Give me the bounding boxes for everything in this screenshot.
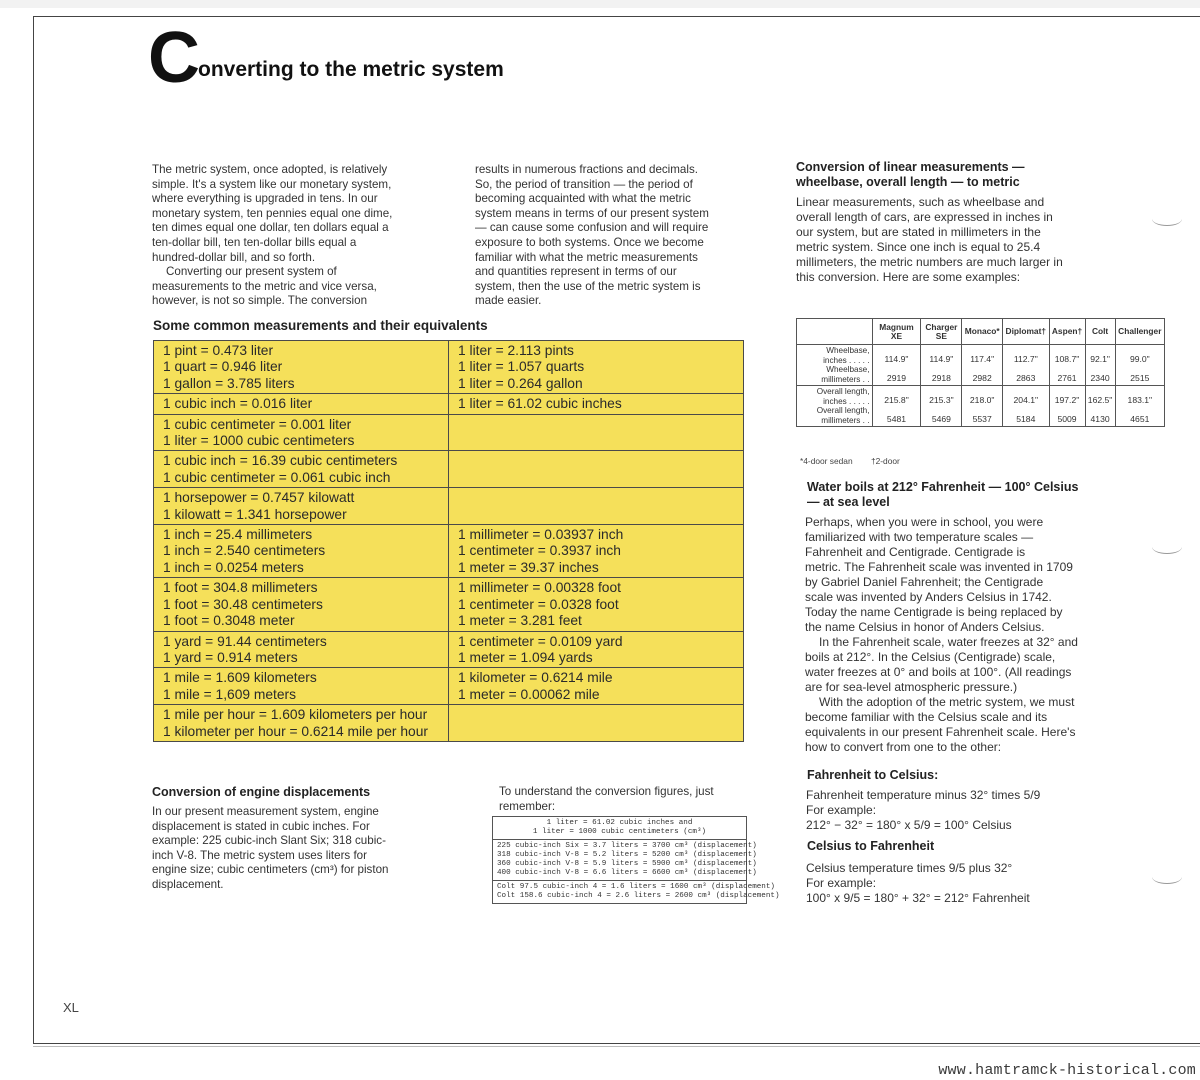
box-line: 1 liter = 61.02 cubic inches and <box>546 819 693 827</box>
equivalence-text: 1 meter = 1.094 yards <box>458 649 593 665</box>
cell-inches: 114.9" <box>929 354 954 364</box>
water-text <box>805 515 1135 755</box>
equivalence-text: 1 centimeter = 0.0109 yard <box>458 633 623 649</box>
text-line: displacement is stated in cubic inches. For <box>152 819 370 833</box>
equivalence-text: 1 meter = 3.281 feet <box>458 613 582 629</box>
text-line: Converting our present system of <box>166 265 337 279</box>
heading-line: — at sea level <box>807 495 890 509</box>
equivalents-row <box>154 631 744 668</box>
text-line: metric. The Fahrenheit scale was invented in 1709 <box>805 560 1073 574</box>
cell-inches: 218.0" <box>969 395 995 405</box>
title-text: onverting to the metric system <box>198 58 504 81</box>
binder-hole <box>1152 540 1182 554</box>
table-cell <box>962 345 1003 386</box>
c-to-f-heading: Celsius to Fahrenheit <box>807 839 935 853</box>
label-line: Wheelbase, <box>826 365 870 374</box>
col-header-challenger: Challenger <box>1115 319 1164 345</box>
equivalence-text: 1 kilowatt = 1.341 horsepower <box>163 506 347 522</box>
table-cell <box>1049 386 1085 427</box>
equivalence-text: 1 yard = 0.914 meters <box>163 649 298 665</box>
table-cell <box>1003 345 1049 386</box>
displacement-box <box>492 816 780 904</box>
equivalence-text: 1 cubic centimeter = 0.061 cubic inch <box>163 469 391 485</box>
equivalence-text: 1 liter = 1000 cubic centimeters <box>163 433 355 449</box>
box-line: 400 cubic-inch V-8 = 6.6 liters = 6600 cm³ (displacement) <box>497 869 757 877</box>
row-label <box>797 386 873 427</box>
equivalents-row <box>154 341 744 394</box>
label-line: millimeters . . <box>821 374 870 384</box>
cell-mm: 5009 <box>1057 414 1077 424</box>
bottom-rule <box>33 1046 1200 1047</box>
text-line: Celsius temperature times 9/5 plus 32° <box>806 861 1013 875</box>
col-header-blank <box>797 319 873 345</box>
text-line: scale was invented by Anders Celsius in 1742. <box>805 590 1052 604</box>
equivalents-cell-left <box>154 451 449 488</box>
label-line: inches . . . . . <box>823 355 870 365</box>
equivalents-cell-left <box>154 631 449 668</box>
table-cell <box>921 345 962 386</box>
page-number: XL <box>63 1000 79 1015</box>
table-cell <box>1049 345 1085 386</box>
engine-text <box>152 805 452 893</box>
text-line: boils at 212°. In the Celsius (Centigrade) scale, <box>805 650 1056 664</box>
table-row-overall-length <box>797 386 1165 427</box>
text-line: Today the name Centigrade is being replaced by <box>805 605 1063 619</box>
table-cell <box>1115 345 1164 386</box>
text-line: exposure to both systems. Once we become <box>475 235 704 249</box>
box-line: 225 cubic-inch Six = 3.7 liters = 3700 cm³ (displacement) <box>497 842 757 850</box>
text-line: simple. It's a system like our monetary system, <box>152 177 392 191</box>
heading-line: wheelbase, overall length — to metric <box>796 175 1020 189</box>
equivalence-text: 1 liter = 1.057 quarts <box>458 359 585 375</box>
text-line: overall length of cars, are expressed in inches in <box>796 210 1053 224</box>
cell-mm: 2982 <box>972 373 992 383</box>
box-line: 360 cubic-inch V-8 = 5.9 liters = 5900 cm³ (displacement) <box>497 860 757 868</box>
equivalence-text: 1 foot = 0.3048 meter <box>163 613 295 629</box>
equivalents-cell-right <box>449 394 744 414</box>
cell-mm: 2761 <box>1057 373 1077 383</box>
text-line: familiar with what the metric measurements <box>475 250 698 264</box>
equivalence-text: 1 kilometer per hour = 0.6214 mile per hour <box>163 723 428 739</box>
label-line: Overall length, <box>816 387 870 396</box>
water-heading <box>807 480 1127 510</box>
cell-mm: 5469 <box>931 414 951 424</box>
equivalence-text: 1 cubic inch = 16.39 cubic centimeters <box>163 453 398 469</box>
table-cell <box>1003 386 1049 427</box>
text-line: become familiar with the Celsius scale and its <box>805 710 1048 724</box>
equivalence-text: 1 mile = 1.609 kilometers <box>163 670 317 686</box>
text-line: In our present measurement system, engine <box>152 805 379 818</box>
linear-heading <box>796 160 1096 190</box>
cell-mm: 4651 <box>1130 414 1150 424</box>
equivalence-text: 1 cubic inch = 0.016 liter <box>163 396 313 412</box>
cell-inches: 197.2" <box>1054 395 1080 405</box>
box-line: Colt 97.5 cubic-inch 4 = 1.6 liters = 1600 cm³ (displacement) <box>497 883 775 891</box>
equivalence-text: 1 pint = 0.473 liter <box>163 343 274 358</box>
text-line: For example: <box>806 876 877 890</box>
remember-text <box>499 785 759 814</box>
text-line: With the adoption of the metric system, we must <box>819 695 1075 709</box>
equivalence-text: 1 liter = 2.113 pints <box>458 343 574 358</box>
equivalents-row <box>154 394 744 414</box>
cell-inches: 215.8" <box>884 395 909 405</box>
binder-hole <box>1152 870 1182 884</box>
displacement-box-engines <box>493 840 757 881</box>
text-line: Perhaps, when you were in school, you were <box>805 515 1044 529</box>
car-table-footnote <box>800 456 916 466</box>
col-header-magnum: Magnum XE <box>872 319 921 345</box>
table-cell <box>872 345 921 386</box>
table-cell <box>962 386 1003 427</box>
col-header-charger: Charger SE <box>921 319 962 345</box>
box-line: 1 liter = 1000 cubic centimeters (cm³) <box>532 828 707 836</box>
table-cell <box>872 386 921 427</box>
f-to-c-text <box>806 788 1126 833</box>
text-line: inch V-8. The metric system uses liters for <box>152 848 367 862</box>
heading-line: Water boils at 212° Fahrenheit — 100° Celsius <box>807 480 1079 494</box>
table-cell <box>921 386 962 427</box>
cell-mm: 2863 <box>1016 373 1036 383</box>
cell-mm: 5481 <box>886 414 907 424</box>
text-line: displacement. <box>152 877 224 891</box>
text-line: millimeters, the metric numbers are much larger in <box>796 255 1063 269</box>
binder-hole <box>1152 212 1182 226</box>
page-title <box>148 18 504 98</box>
equivalents-cell-left <box>154 414 449 451</box>
text-line: In the Fahrenheit scale, water freezes at 32° and <box>819 635 1078 649</box>
footnote-sedan: *4-door sedan <box>800 456 853 466</box>
text-line: engine size; cubic centimeters (cm³) for piston <box>152 863 389 877</box>
text-line: Linear measurements, such as wheelbase and <box>796 195 1045 209</box>
equivalence-text: 1 yard = 91.44 centimeters <box>163 633 327 649</box>
cell-inches: 117.4" <box>970 354 995 364</box>
text-line: made easier. <box>475 294 542 308</box>
text-line: ten dimes equal one dollar, ten dollars equal a <box>152 221 389 235</box>
cell-inches: 215.3" <box>929 395 954 405</box>
intro-column-2 <box>475 163 755 309</box>
text-line: our system, but are stated in millimeters in the <box>796 225 1041 239</box>
text-line: — can cause some confusion and will require <box>475 221 709 235</box>
equivalents-cell-left <box>154 394 449 414</box>
equivalence-text: 1 horsepower = 0.7457 kilowatt <box>163 490 355 506</box>
equivalents-row <box>154 488 744 525</box>
car-dimensions-table <box>796 318 1165 427</box>
equivalence-text: 1 inch = 0.0254 meters <box>163 559 304 575</box>
col-header-monaco: Monaco* <box>962 319 1003 345</box>
text-line: familiarized with two temperature scales — <box>805 530 1034 544</box>
text-line: system means in terms of our present system <box>475 206 709 220</box>
equivalents-cell-right <box>449 525 744 578</box>
row-label <box>797 345 873 386</box>
equivalents-table <box>153 340 744 742</box>
cell-inches: 92.1" <box>1090 354 1110 364</box>
cell-inches: 112.7" <box>1013 354 1038 364</box>
equivalence-text: 1 gallon = 3.785 liters <box>163 375 295 391</box>
label-line: Overall length, <box>816 406 870 415</box>
intro-column-1 <box>152 163 452 309</box>
equivalence-text: 1 centimeter = 0.3937 inch <box>458 543 621 559</box>
text-line: the name Celsius in honor of Anders Celsius. <box>805 620 1045 634</box>
text-line: monetary system, ten pennies equal one dime, <box>152 206 393 220</box>
equivalents-cell-right <box>449 705 744 742</box>
label-line: inches . . . . . <box>823 396 870 406</box>
footnote-2door: †2-door <box>870 456 900 466</box>
equivalents-cell-left <box>154 668 449 705</box>
col-header-aspen: Aspen† <box>1049 319 1085 345</box>
equivalents-cell-right <box>449 631 744 668</box>
text-line: equivalents in our present Fahrenheit scale. Here's <box>805 725 1076 739</box>
equivalents-row <box>154 525 744 578</box>
equivalence-text: 1 quart = 0.946 liter <box>163 359 283 375</box>
table-cell <box>1115 386 1164 427</box>
cell-mm: 2515 <box>1130 373 1150 383</box>
equivalence-text: 1 cubic centimeter = 0.001 liter <box>163 416 352 432</box>
equivalents-cell-right <box>449 341 744 394</box>
equivalence-text: 1 foot = 304.8 millimeters <box>163 580 318 596</box>
cell-mm: 2918 <box>931 373 951 383</box>
watermark-url: www.hamtramck-historical.com <box>938 1062 1196 1079</box>
displacement-box-header <box>493 817 746 840</box>
equivalents-cell-right <box>449 668 744 705</box>
equivalence-text: 1 inch = 25.4 millimeters <box>163 527 313 543</box>
equivalents-cell-right <box>449 414 744 451</box>
equivalents-cell-left <box>154 705 449 742</box>
text-line: metric system. Since one inch is equal to 25.4 <box>796 240 1041 254</box>
equivalents-row <box>154 705 744 742</box>
equivalents-cell-left <box>154 578 449 631</box>
equivalents-cell-left <box>154 525 449 578</box>
equivalence-text: 1 inch = 2.540 centimeters <box>163 543 326 559</box>
table-row-wheelbase <box>797 345 1165 386</box>
text-line: are for sea-level atmospheric pressure.) <box>805 680 1018 694</box>
text-line: this conversion. Here are some examples: <box>796 270 1021 284</box>
text-line: by Gabriel Daniel Fahrenheit; the Centigrade <box>805 575 1044 589</box>
equivalence-text: 1 mile = 1,609 meters <box>163 686 297 702</box>
f-to-c-heading: Fahrenheit to Celsius: <box>807 768 939 782</box>
box-line: Colt 158.6 cubic-inch 4 = 2.6 liters = 2600 cm³ (displacement) <box>497 892 780 900</box>
text-line: hundred-dollar bill, and so forth. <box>152 250 316 264</box>
text-line: To understand the conversion figures, just <box>499 785 714 798</box>
equivalents-cell-left <box>154 341 449 394</box>
text-line: For example: <box>806 803 877 817</box>
text-line: where everything is upgraded in tens. In our <box>152 192 378 206</box>
text-line: remember: <box>499 799 556 813</box>
equivalence-text: 1 liter = 61.02 cubic inches <box>458 396 622 412</box>
text-line: results in numerous fractions and decimals. <box>475 163 698 176</box>
cell-mm: 2919 <box>886 373 907 383</box>
equivalents-title: Some common measurements and their equivalents <box>153 318 488 333</box>
scan-top-strip <box>0 0 1200 8</box>
c-to-f-text <box>806 861 1126 906</box>
box-line: 318 cubic-inch V-8 = 5.2 liters = 5200 cm³ (displacement) <box>497 851 757 859</box>
cell-inches: 99.0" <box>1129 354 1150 364</box>
equivalence-text: 1 meter = 0.00062 mile <box>458 686 600 702</box>
text-line: system, then the use of the metric system is <box>475 279 701 293</box>
text-line: Fahrenheit temperature minus 32° times 5/9 <box>806 788 1041 802</box>
heading-line: Conversion of linear measurements — <box>796 160 1025 174</box>
table-cell <box>1085 386 1115 427</box>
equivalence-text: 1 mile per hour = 1.609 kilometers per hour <box>163 707 428 723</box>
displacement-box-colt <box>493 881 780 903</box>
equivalence-text: 1 meter = 39.37 inches <box>458 559 599 575</box>
text-line: The metric system, once adopted, is relatively <box>152 163 388 176</box>
cell-mm: 5184 <box>1016 414 1036 424</box>
engine-heading: Conversion of engine displacements <box>152 785 371 799</box>
cell-inches: 162.5" <box>1087 395 1113 405</box>
cell-inches: 204.1" <box>1013 395 1039 405</box>
equivalents-cell-right <box>449 578 744 631</box>
title-drop-cap: C <box>148 18 196 98</box>
equivalents-cell-left <box>154 488 449 525</box>
equivalence-text: 1 kilometer = 0.6214 mile <box>458 670 613 686</box>
text-line: 100° x 9/5 = 180° + 32° = 212° Fahrenheit <box>806 891 1030 905</box>
equivalence-text: 1 millimeter = 0.03937 inch <box>458 527 624 543</box>
equivalents-row <box>154 578 744 631</box>
text-line: how to convert from one to the other: <box>805 740 1002 754</box>
equivalence-text: 1 millimeter = 0.00328 foot <box>458 580 621 596</box>
text-line: water freezes at 0° and boils at 100°. (All readings <box>805 665 1072 679</box>
text-line: measurements to the metric and vice versa, <box>152 279 377 293</box>
equivalence-text: 1 liter = 0.264 gallon <box>458 375 583 391</box>
text-line: becoming acquainted with what the metric <box>475 192 691 206</box>
equivalence-text: 1 foot = 30.48 centimeters <box>163 596 323 612</box>
col-header-colt: Colt <box>1085 319 1115 345</box>
equivalents-row <box>154 451 744 488</box>
text-line: ten-dollar bill, ten ten-dollar bills equal a <box>152 235 357 249</box>
cell-inches: 114.9" <box>884 354 909 364</box>
text-line: Fahrenheit and Centigrade. Centigrade is <box>805 545 1026 559</box>
cell-mm: 4130 <box>1090 414 1110 424</box>
equivalents-row <box>154 668 744 705</box>
text-line: and quantities represent in terms of our <box>475 265 677 279</box>
table-cell <box>1085 345 1115 386</box>
cell-inches: 183.1" <box>1127 395 1153 405</box>
linear-text <box>796 195 1116 285</box>
col-header-diplomat: Diplomat† <box>1003 319 1049 345</box>
cell-inches: 108.7" <box>1054 354 1080 364</box>
text-line: So, the period of transition — the period of <box>475 177 693 191</box>
equivalents-cell-right <box>449 451 744 488</box>
equivalence-text: 1 centimeter = 0.0328 foot <box>458 596 619 612</box>
cell-mm: 2340 <box>1090 373 1110 383</box>
text-line: example: 225 cubic-inch Slant Six; 318 cubic- <box>152 834 386 848</box>
text-line: 212° − 32° = 180° x 5/9 = 100° Celsius <box>806 818 1012 832</box>
cell-mm: 5537 <box>972 414 992 424</box>
equivalents-row <box>154 414 744 451</box>
label-line: millimeters . . <box>821 415 870 425</box>
label-line: Wheelbase, <box>826 346 870 355</box>
text-line: however, is not so simple. The conversion <box>152 294 368 308</box>
equivalents-cell-right <box>449 488 744 525</box>
